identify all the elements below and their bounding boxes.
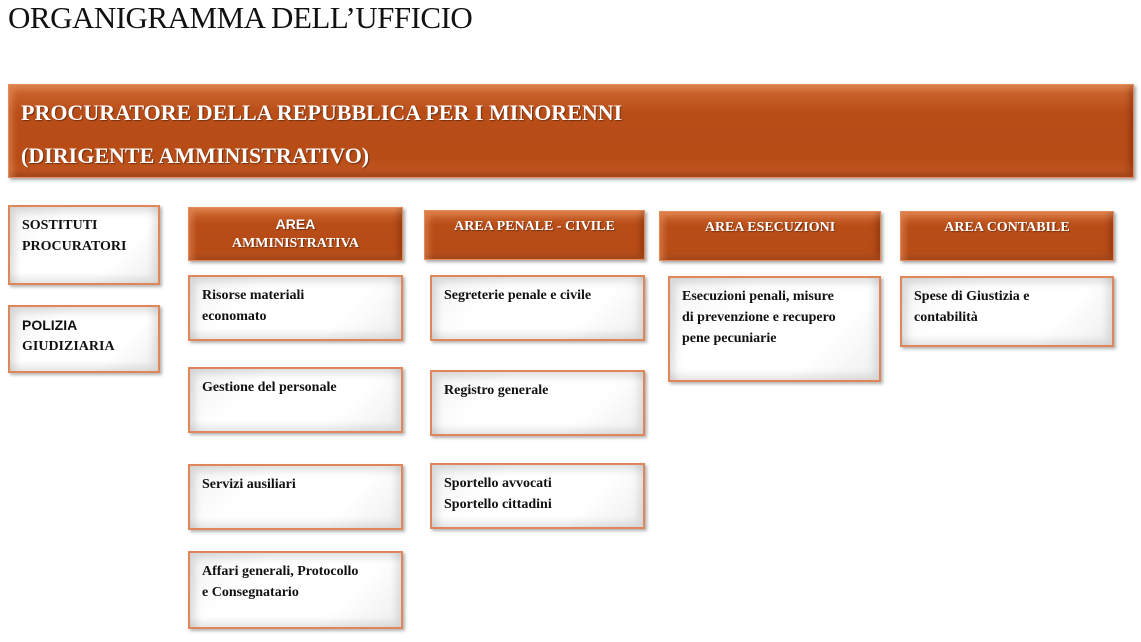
procuratore-title: PROCURATORE DELLA REPUBBLICA PER I MINORENNI	[21, 100, 623, 125]
area-title: AMMINISTRATIVA	[231, 236, 360, 251]
box-text: pene pecuniarie	[682, 331, 777, 346]
box-text: Risorse materiali	[202, 288, 305, 303]
area-penale-civile-header	[424, 210, 645, 260]
box-text: contabilità	[914, 310, 978, 325]
box-text: e Consegnatario	[202, 585, 299, 600]
box-text: Esecuzioni penali, misure	[682, 289, 834, 304]
box-text: Spese di Giustizia e	[914, 289, 1030, 304]
sostituti-procuratori-box	[8, 205, 160, 285]
box-text: SOSTITUTI	[22, 218, 98, 233]
box-text: Sportello avvocati	[444, 476, 552, 491]
segreterie-box	[430, 275, 645, 341]
affari-generali-box	[188, 551, 403, 629]
box-text: POLIZIA	[22, 317, 78, 333]
box-text: Gestione del personale	[202, 380, 337, 395]
area-title: AREA CONTABILE	[944, 220, 1070, 235]
area-amministrativa-header	[188, 207, 403, 261]
box-text: di prevenzione e recupero	[682, 310, 836, 325]
area-title: AREA ESECUZIONI	[704, 220, 836, 235]
box-text: PROCURATORI	[22, 239, 127, 254]
box-text: Affari generali, Protocollo	[202, 564, 359, 579]
risorse-materiali-box	[188, 275, 403, 341]
area-esecuzioni-header	[659, 211, 881, 261]
area-title: AREA PENALE - CIVILE	[454, 219, 615, 234]
box-text: Sportello cittadini	[444, 497, 552, 512]
spese-giustizia-box	[900, 276, 1114, 347]
area-title: AREA	[275, 216, 316, 232]
procuratore-subtitle: (DIRIGENTE AMMINISTRATIVO)	[21, 143, 370, 168]
esecuzioni-penali-box	[668, 276, 881, 382]
box-text: Registro generale	[444, 383, 549, 398]
registro-generale-box	[430, 370, 645, 436]
box-text: Segreterie penale e civile	[444, 288, 592, 303]
polizia-giudiziaria-box	[8, 305, 160, 373]
box-text: economato	[202, 309, 267, 324]
page-title: ORGANIGRAMMA DELL’UFFICIO	[8, 0, 473, 35]
sportello-box	[430, 463, 645, 529]
area-contabile-header	[900, 211, 1114, 261]
procuratore-box	[8, 84, 1134, 178]
box-text: Servizi ausiliari	[202, 477, 296, 492]
servizi-ausiliari-box	[188, 464, 403, 530]
box-text: GIUDIZIARIA	[22, 339, 115, 354]
gestione-personale-box	[188, 367, 403, 433]
